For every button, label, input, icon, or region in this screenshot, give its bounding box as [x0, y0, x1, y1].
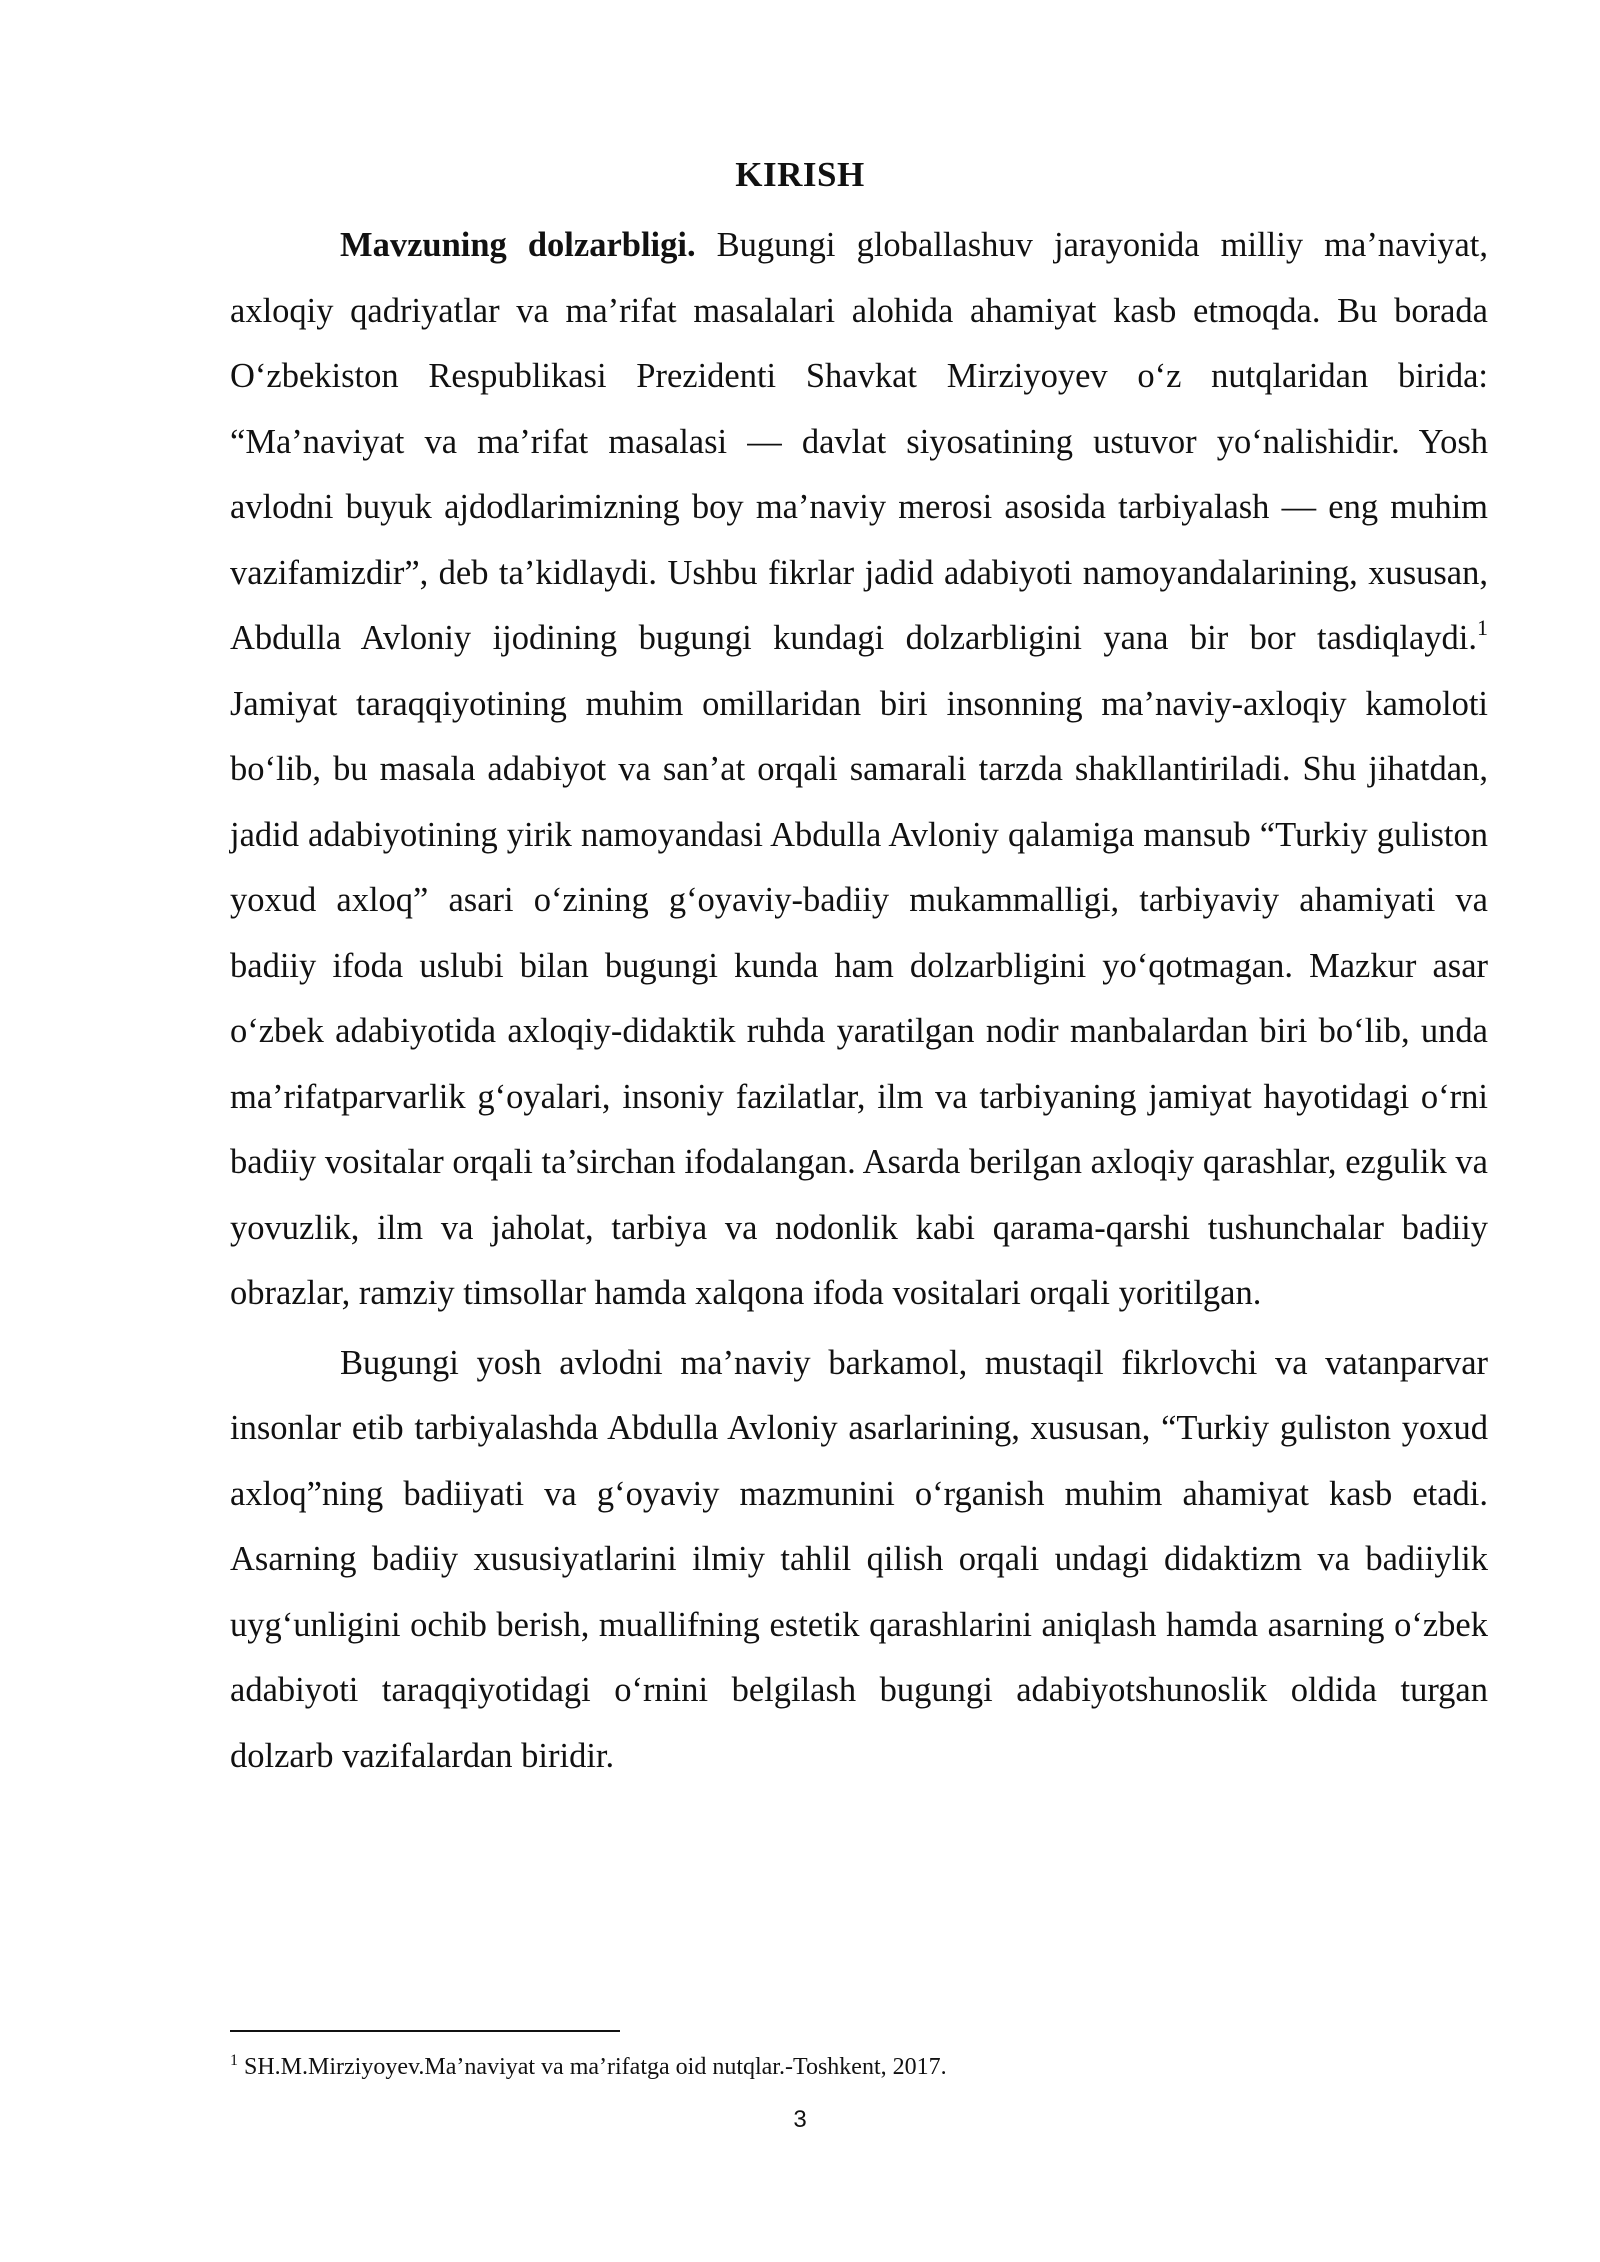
footnote: [230, 2052, 1488, 2082]
paragraph-lead-heading: Mavzuning dolzarbligi.: [340, 226, 696, 264]
footnote-text: SH.M.Mirziyoyev.Ma’naviyat va ma’rifatga oid nutqlar.-Toshkent, 2017.: [238, 2054, 947, 2080]
footnote-separator: [230, 2030, 620, 2032]
paragraph-second: Bugungi yosh avlodni ma’naviy barkamol, mustaqil fikrlovchi va vatanparvar insonlar etib tarbiyalashda Abdulla Avloniy asarlarining, xususan, “Turkiy guliston yoxud axloq”ning badiiyati va g‘oyaviy mazmunini o‘rganish muhim ahamiyat kasb etadi. Asarning badiiy xususiyatlarini ilmiy tahlil qilish orqali undagi didaktizm va badiiylik uyg‘unligini ochib berish, muallifning estetik qarashlarini aniqlash hamda asarning o‘zbek adabiyoti taraqqiyotidagi o‘rnini belgilash bugungi adabiyotshunoslik oldida turgan dolzarb vazifalardan biridir.: [230, 1343, 1488, 1775]
footnote-reference[interactable]: 1: [1477, 615, 1488, 640]
body-text: [230, 213, 1488, 1789]
paragraph-text-part2: Jamiyat taraqqiyotining muhim omillaridan biri insonning ma’naviy-axloqiy kamoloti bo‘lib, bu masala adabiyot va san’at orqali samarali tarzda shakllantiriladi. Shu jihatdan, jadid adabiyotining yirik namoyandasi Abdulla Avloniy qalamiga mansub “Turkiy guliston yoxud axloq” asari o‘zining g‘oyaviy-badiiy mukammalligi, tarbiyaviy ahamiyati va badiiy ifoda uslubi bilan bugungi kunda ham dolzarbligini yo‘qotmagan. Mazkur asar o‘zbek adabiyotida axloqiy-didaktik ruhda yaratilgan nodir manbalardan biri bo‘lib, unda ma’rifatparvarlik g‘oyalari, insoniy fazilatlar, ilm va tarbiyaning jamiyat hayotidagi o‘rni badiiy vositalar orqali ta’sirchan ifodalangan. Asarda berilgan axloqiy qarashlar, ezgulik va yovuzlik, ilm va jaholat, tarbiya va nodonlik kabi qarama-qarshi tushunchalar badiiy obrazlar, ramziy timsollar hamda xalqona ifoda vositalari orqali yoritilgan.: [230, 684, 1488, 1312]
page-number: 3: [793, 2106, 807, 2133]
paragraph-text-part1: Bugungi globallashuv jarayonida milliy ma’naviyat, axloqiy qadriyatlar va ma’rifat masalalari alohida ahamiyat kasb etmoqda. Bu borada O‘zbekiston Respublikasi Prezidenti Shavkat Mirziyoyev o‘z nutqlaridan birida: “Ma’naviyat va ma’rifat masalasi — davlat siyosatining ustuvor yo‘nalishidir. Yosh avlodni buyuk ajdodlarimizning boy ma’naviy merosi asosida tarbiyalash — eng muhim vazifamizdir”, deb ta’kidlaydi. Ushbu fikrlar jadid adabiyoti namoyandalarining, xususan, Abdulla Avloniy ijodining bugungi kundagi dolzarbligini yana bir bor tasdiqlaydi.: [230, 226, 1488, 657]
footnote-number: 1: [230, 2052, 238, 2069]
section-title: KIRISH: [735, 155, 865, 194]
paragraph-relevance: [230, 213, 1488, 1327]
